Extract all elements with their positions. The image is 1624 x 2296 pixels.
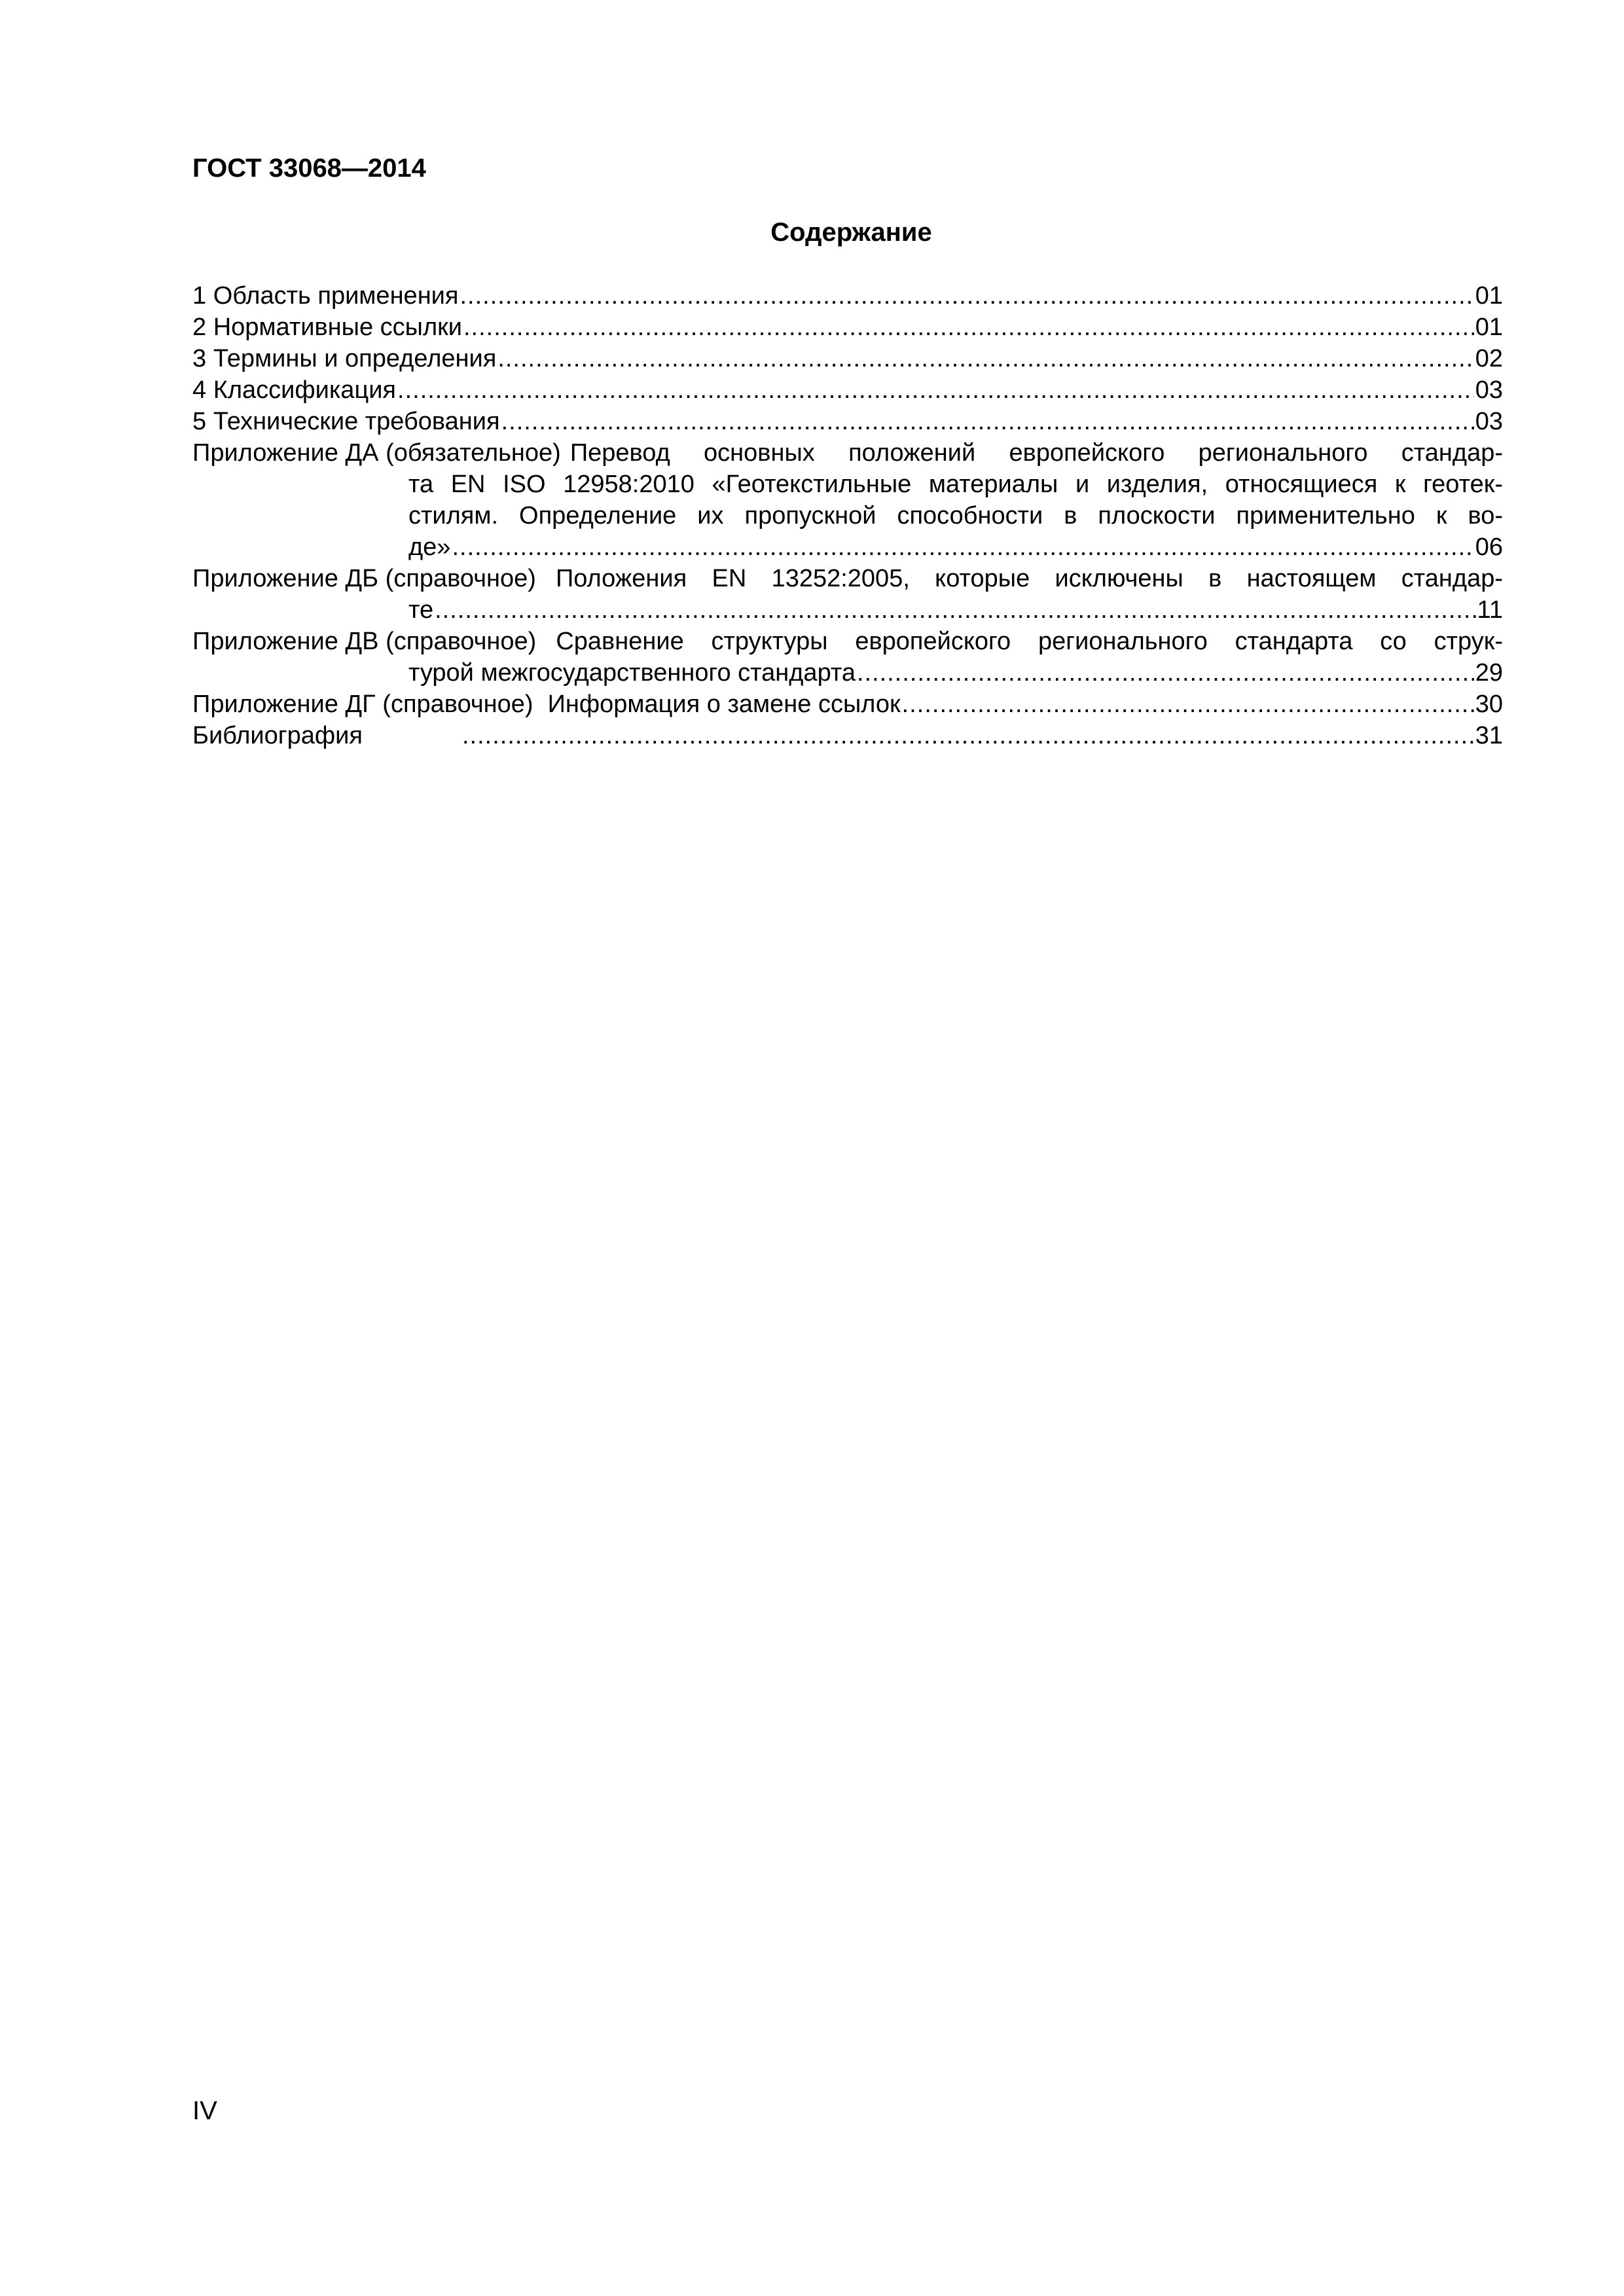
appendix-title-last-line — [408, 531, 1503, 563]
appendix-title — [570, 437, 1503, 469]
dot-leader — [397, 374, 1474, 406]
toc-entry-page: 30 — [1475, 691, 1503, 718]
appendix-title-tail: Информация о замене ссылок — [547, 691, 901, 718]
appendix-title — [556, 563, 1503, 594]
toc-entry-classification[interactable] — [192, 374, 1503, 406]
dot-leader — [460, 280, 1473, 312]
toc-entry-scope[interactable] — [192, 280, 1503, 312]
appendix-title-line: Положения EN 13252:2005, которые исключены в настоящем стандар- — [555, 565, 1503, 592]
appendix-title-last-line — [408, 594, 1503, 626]
appendix-prefix: Приложение ДВ (справочное) — [192, 628, 537, 655]
dot-leader — [902, 689, 1474, 720]
appendix-da-continuation — [408, 469, 1503, 563]
toc-entry-label: Библиография — [192, 722, 363, 749]
toc-entry-appendix-da[interactable] — [192, 437, 1503, 469]
table-of-contents — [192, 280, 1503, 751]
toc-entry-page: 03 — [1475, 376, 1503, 404]
dot-leader — [435, 594, 1475, 626]
appendix-title-last-line — [408, 657, 1503, 689]
toc-entry-bibliography[interactable] — [192, 720, 1503, 751]
appendix-title-line: та EN ISO 12958:2010 «Геотекстильные материалы и изделия, относящиеся к геотек- — [408, 471, 1503, 498]
appendix-title-tail: турой межгосударственного стандарта — [408, 659, 856, 687]
document-header: ГОСТ 33068—2014 — [192, 154, 426, 183]
toc-entry-page: 31 — [1475, 722, 1503, 749]
appendix-prefix: Приложение ДГ (справочное) — [192, 691, 533, 718]
toc-title: Содержание — [770, 218, 932, 247]
toc-entry-page: 06 — [1475, 533, 1503, 561]
appendix-dv-continuation — [408, 657, 1503, 689]
dot-leader — [501, 406, 1474, 437]
toc-entry-page: 29 — [1475, 659, 1503, 687]
dot-leader — [857, 657, 1474, 689]
appendix-title-line: Сравнение структуры европейского регионального стандарта со струк- — [556, 628, 1503, 655]
toc-entry-technical-requirements[interactable] — [192, 406, 1503, 437]
toc-entry-label: 5 Технические требования — [192, 408, 500, 435]
appendix-title — [556, 626, 1503, 657]
dot-leader — [497, 343, 1473, 374]
toc-entry-page: 01 — [1475, 314, 1503, 341]
dot-leader — [463, 312, 1474, 343]
toc-entry-appendix-db[interactable] — [192, 563, 1503, 594]
toc-entry-label: 1 Область применения — [192, 282, 459, 310]
appendix-title-tail: те — [408, 596, 434, 624]
appendix-title-line: стилям. Определение их пропускной способности в плоскости применительно к во- — [408, 502, 1503, 529]
dot-leader — [452, 531, 1473, 563]
toc-entry-normative-references[interactable] — [192, 312, 1503, 343]
toc-entry-page: 02 — [1475, 345, 1503, 372]
toc-entry-terms[interactable] — [192, 343, 1503, 374]
appendix-title-line: Перевод основных положений европейского регионального стандар- — [569, 439, 1503, 467]
toc-entry-appendix-dv[interactable] — [192, 626, 1503, 657]
toc-entry-label: 3 Термины и определения — [192, 345, 497, 372]
appendix-title-tail: де» — [408, 533, 451, 561]
toc-entry-label: 4 Классификация — [192, 376, 397, 404]
page-number: IV — [192, 2096, 217, 2125]
appendix-db-continuation — [408, 594, 1503, 626]
toc-entry-page: 03 — [1475, 408, 1503, 435]
toc-entry-appendix-dg[interactable] — [192, 689, 1503, 720]
dot-leader — [462, 720, 1474, 751]
toc-entry-page: 01 — [1475, 282, 1503, 310]
toc-entry-page: 11 — [1477, 596, 1503, 624]
toc-entry-label: 2 Нормативные ссылки — [192, 314, 462, 341]
appendix-prefix: Приложение ДА (обязательное) — [192, 439, 561, 467]
appendix-prefix: Приложение ДБ (справочное) — [192, 565, 536, 592]
